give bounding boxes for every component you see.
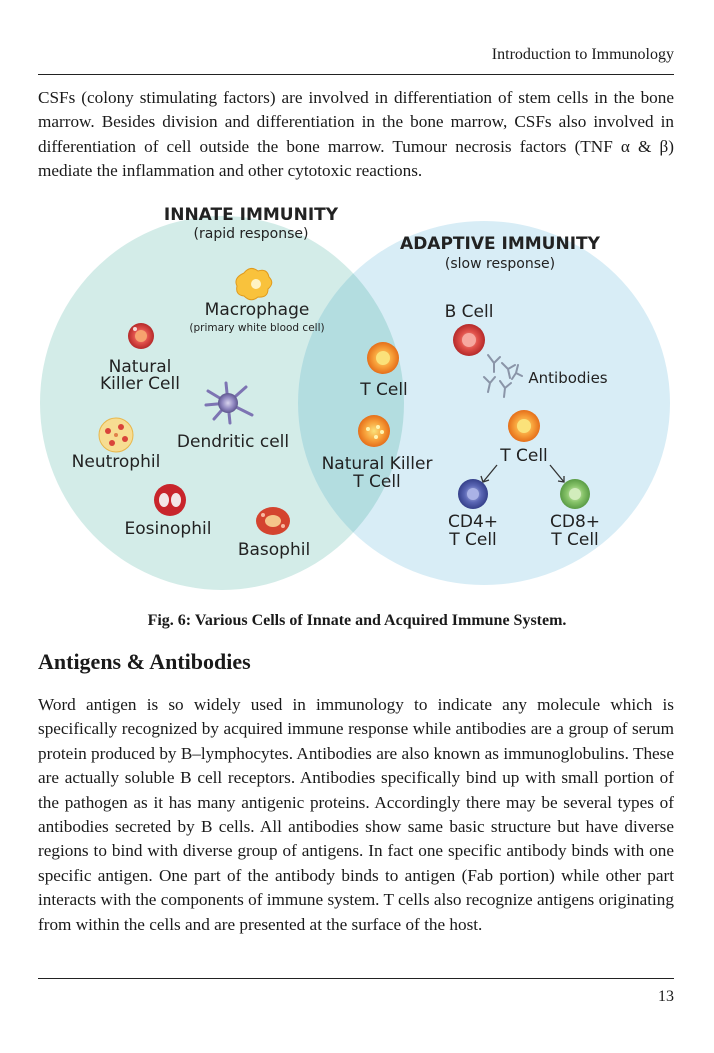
body-paragraph: Word antigen is so widely used in immunology to indicate any molecule which is specifically recognized by acquired immune response while antibodies are a group of serum protein produced by B–lymphocytes. Antibodies are also known as immunoglobulins. These are actually soluble B cell receptors. Antibodies specifically bind up with small portion of the pathogen as it has many antigenic proteins. Accordingly there may be several types of antibodies secreted by B cells. All antibodies show same basic structure but have diverse regions to bind with diverse group of antigens. In fact one specific antibody binds with one specific antigen. One part of the antibody binds to antigen (Fab portion) while other part interacts with the components of immune system. T cells also recognize antigens originating from within the cells and are presented at the surface of the host.	[38, 695, 674, 934]
nkt-label-line1: Natural Killer	[321, 454, 433, 474]
b-cell-label: B Cell	[444, 302, 494, 322]
innate-subtitle: (rapid response)	[193, 226, 309, 242]
cd8-label-line1: CD8+	[549, 512, 601, 532]
t-cell-overlap-icon	[367, 342, 399, 374]
nk-label-line1: Natural	[108, 357, 172, 377]
adaptive-title: ADAPTIVE IMMUNITY	[400, 234, 600, 254]
intro-paragraph: CSFs (colony stimulating factors) are involved in differentiation of stem cells in the bone marrow. Besides division and differentiation in the bone marrow, CSFs also involved in differentiation of cell outside the bone marrow. Tumour necrosis factors (TNF α & β) mediate the inflammation and other cytotoxic reactions.	[38, 88, 674, 181]
t-cell-adaptive-label: T Cell	[500, 446, 548, 466]
section-heading: Antigens & Antibodies	[38, 649, 251, 674]
neutrophil-label: Neutrophil	[71, 452, 161, 472]
cd4-label-line1: CD4+	[447, 512, 499, 532]
natural-killer-cell-icon	[128, 323, 154, 349]
figure-caption: Fig. 6: Various Cells of Innate and Acquired Immune System.	[147, 612, 567, 629]
macrophage-note: (primary white blood cell)	[189, 322, 325, 334]
t-cell-overlap-label: T Cell	[360, 380, 408, 400]
basophil-label: Basophil	[237, 540, 311, 560]
header-rule	[38, 74, 674, 75]
eosinophil-icon	[154, 484, 186, 516]
running-header: Introduction to Immunology	[491, 46, 674, 63]
cd8-label-line2: T Cell	[551, 530, 599, 550]
eosinophil-label: Eosinophil	[124, 519, 212, 539]
cd4-t-cell-icon	[458, 479, 488, 509]
cd4-label-line2: T Cell	[449, 530, 497, 550]
nkt-label-line2: T Cell	[353, 472, 401, 492]
cd8-t-cell-icon	[560, 479, 590, 509]
adaptive-subtitle: (slow response)	[444, 256, 556, 272]
dendritic-label: Dendritic cell	[176, 432, 290, 452]
neutrophil-icon	[99, 418, 133, 452]
page-number: 13	[658, 988, 674, 1005]
t-cell-adaptive-icon	[508, 410, 540, 442]
nkt-cell-icon	[358, 415, 390, 447]
macrophage-label: Macrophage	[204, 300, 310, 320]
innate-title: INNATE IMMUNITY	[163, 205, 339, 225]
antibodies-label: Antibodies	[528, 369, 608, 387]
basophil-icon	[256, 507, 290, 535]
footer-rule	[38, 978, 674, 979]
b-cell-icon	[453, 324, 485, 356]
nk-label-line2: Killer Cell	[100, 374, 180, 394]
immunity-venn-figure	[0, 195, 714, 600]
